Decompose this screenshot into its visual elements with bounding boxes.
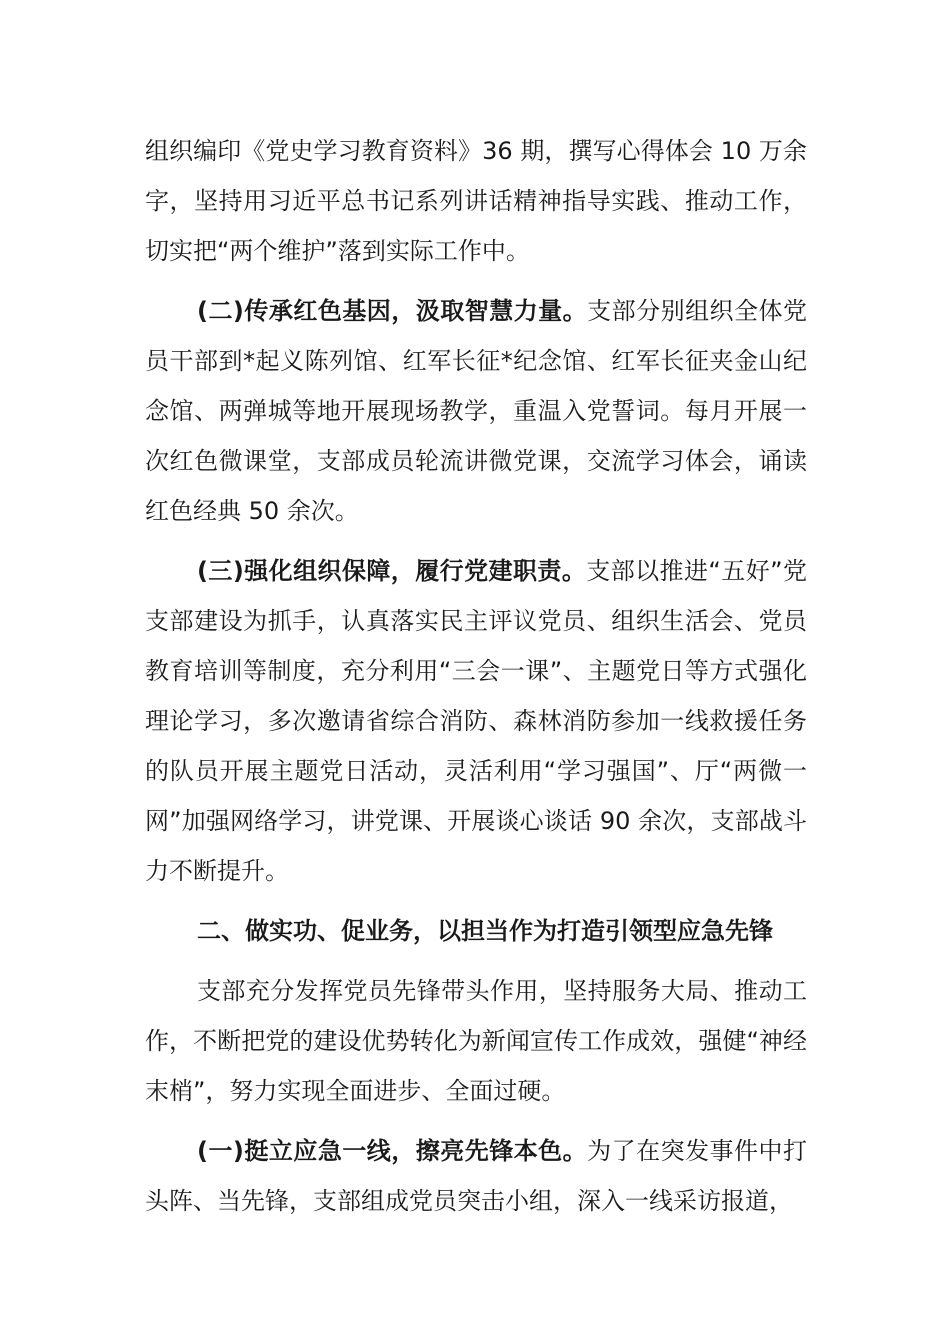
paragraph-red-gene	[145, 286, 807, 536]
paragraph-text: 支部以推进“五好”党支部建设为抓手，认真落实民主评议党员、组织生活会、党员教育培训等制度，充分利用“三会一课”、主题党日等方式强化理论学习，多次邀请省综合消防、森林消防参加一线救援任务的队员开展主题党日活动，灵活利用“学习强国”、厅“两微一网”加强网络学习，讲党课、开展谈心谈话 90 余次，支部战斗力不断提升。	[145, 557, 808, 885]
paragraph-lead: (三)强化组织保障，履行党建职责。	[197, 557, 587, 585]
paragraph-text: 组织编印《党史学习教育资料》36 期，撰写心得体会 10 万余字，坚持用习近平总书记系列讲话精神指导实践、推动工作，切实把“两个维护”落到实际工作中。	[145, 137, 807, 265]
paragraph-lead: (一)挺立应急一线，擦亮先锋本色。	[197, 1137, 588, 1165]
paragraph-study-materials	[145, 126, 807, 276]
paragraph-frontline	[145, 1126, 807, 1226]
paragraph-text: 为了在突发事件中打头阵、当先锋，支部组成党员突击小组，深入一线采访报道，	[145, 1137, 807, 1215]
paragraph-text: 支部充分发挥党员先锋带头作用，坚持服务大局、推动工作，不断把党的建设优势转化为新闻宣传工作成效，强健“神经末梢”，努力实现全面进步、全面过硬。	[145, 977, 807, 1105]
paragraph-organization	[145, 546, 807, 896]
paragraph-pioneer	[145, 966, 807, 1116]
paragraph-lead: (二)传承红色基因，汲取智慧力量。	[197, 297, 588, 325]
section-heading: 二、做实功、促业务，以担当作为打造引领型应急先锋	[197, 917, 773, 945]
document-page	[145, 126, 807, 1236]
paragraph-text: 支部分别组织全体党员干部到*起义陈列馆、红军长征*纪念馆、红军长征夹金山纪念馆、两弹城等地开展现场教学，重温入党誓词。每月开展一次红色微课堂，支部成员轮流讲微党课，交流学习体会，诵读红色经典 50 余次。	[145, 297, 807, 525]
